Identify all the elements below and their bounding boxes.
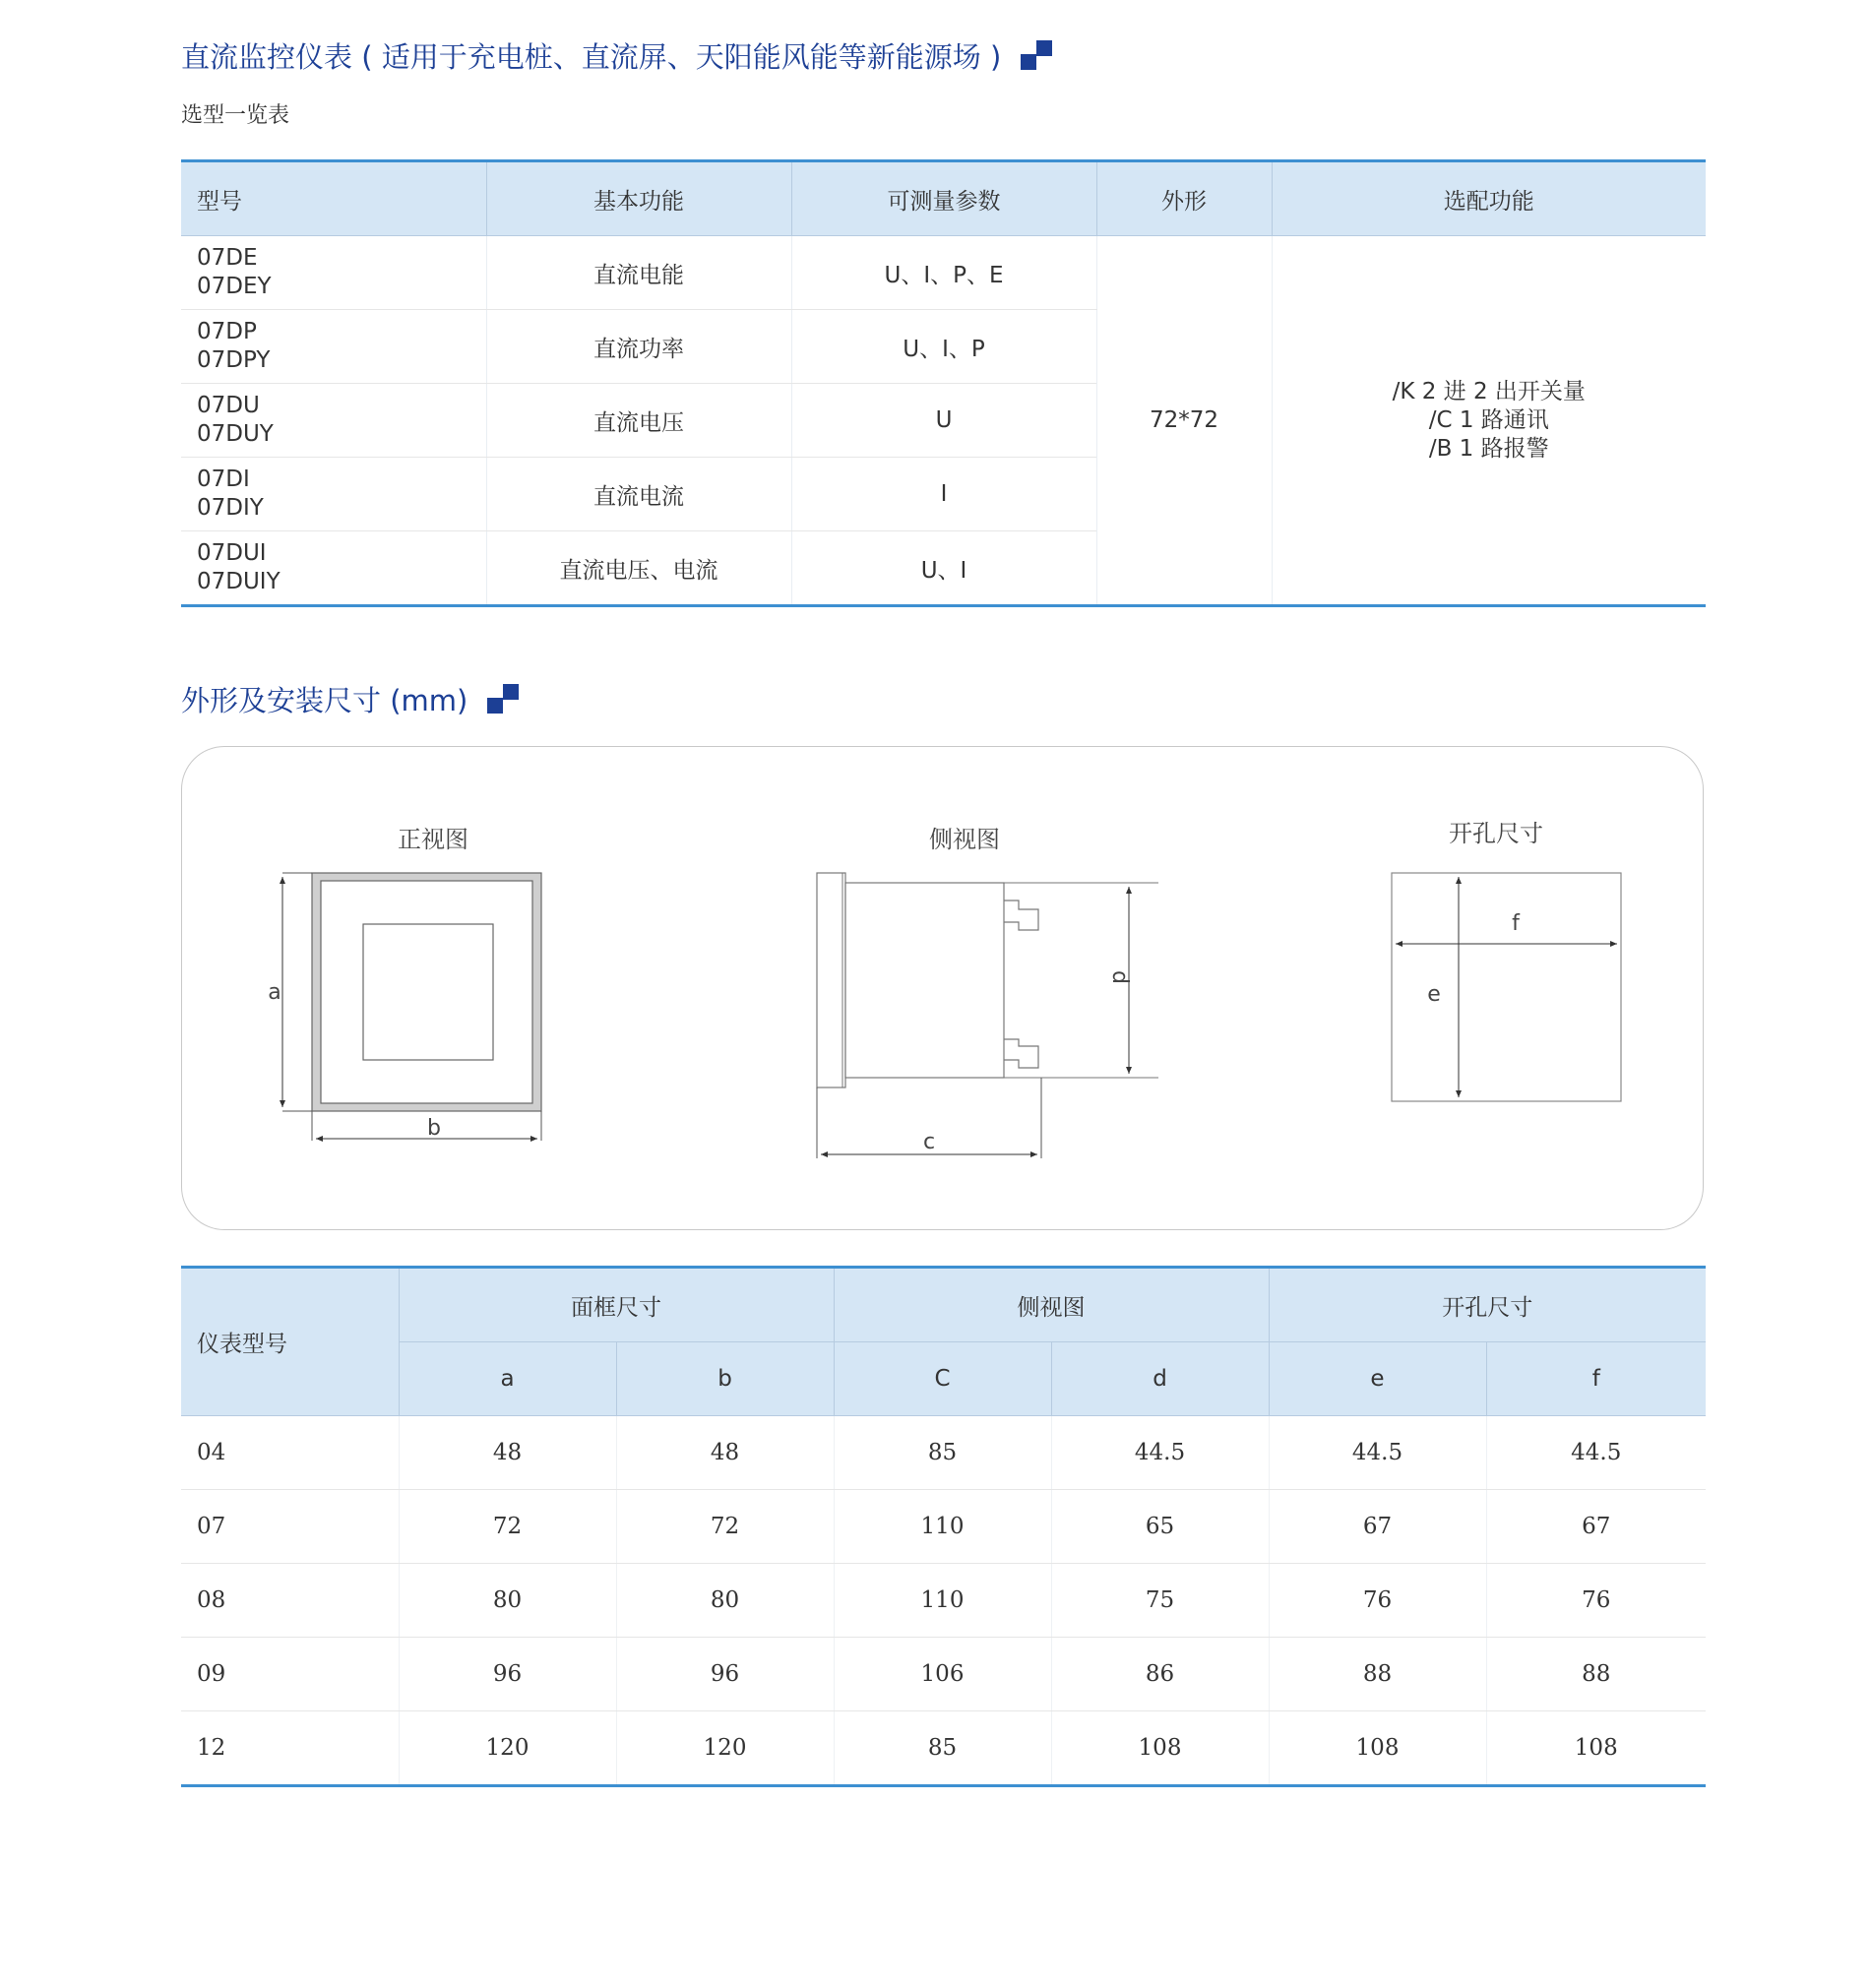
subheader-e: e (1269, 1342, 1486, 1416)
value-cell: 85 (834, 1416, 1051, 1490)
options-cell (1272, 236, 1706, 606)
model-cell: 12 (181, 1711, 399, 1786)
header-meter-model: 仪表型号 (181, 1268, 399, 1416)
value-cell: 48 (399, 1416, 616, 1490)
front-view-title: 正视图 (398, 826, 468, 853)
header-model: 型号 (181, 161, 486, 236)
model-code: 07DUY (197, 421, 274, 447)
value-cell: 44.5 (1486, 1416, 1706, 1490)
value-cell: 86 (1051, 1638, 1269, 1711)
table-row (181, 236, 1706, 310)
section-title-text: 外形及安装尺寸 (mm) (181, 684, 468, 717)
front-view-drawing (282, 873, 541, 1141)
value-cell: 85 (834, 1711, 1051, 1786)
dimension-label-b: b (427, 1116, 441, 1141)
section-title-text: 直流监控仪表 ( 适用于充电桩、直流屏、天阳能风能等新能源场 ) (181, 40, 1002, 74)
dimension-label-e: e (1427, 982, 1441, 1007)
value-cell: 80 (399, 1564, 616, 1638)
header-params: 可测量参数 (791, 161, 1096, 236)
value-cell: 44.5 (1269, 1416, 1486, 1490)
value-cell: 44.5 (1051, 1416, 1269, 1490)
header-frame-size: 面框尺寸 (399, 1268, 834, 1342)
header-side-view: 侧视图 (834, 1268, 1269, 1342)
side-view-drawing (817, 873, 1158, 1158)
value-cell: 96 (616, 1638, 834, 1711)
dimension-drawings (182, 747, 1704, 1230)
option-item: /C 1 路通讯 (1428, 406, 1549, 433)
header-cutout-size: 开孔尺寸 (1269, 1268, 1706, 1342)
value-cell: 88 (1269, 1638, 1486, 1711)
option-item: /B 1 路报警 (1428, 435, 1549, 462)
side-view-title: 侧视图 (929, 826, 1000, 853)
shape-cell: 72*72 (1096, 236, 1272, 606)
value-cell: 120 (399, 1711, 616, 1786)
subheader-c: C (834, 1342, 1051, 1416)
value-cell: 72 (616, 1490, 834, 1564)
subheader-b: b (616, 1342, 834, 1416)
dimension-drawing-panel (181, 746, 1704, 1230)
table-row (181, 1711, 1706, 1786)
model-code: 07DPY (197, 347, 271, 373)
selection-table (181, 159, 1706, 607)
value-cell: 88 (1486, 1638, 1706, 1711)
table-row (181, 1416, 1706, 1490)
value-cell: 108 (1269, 1711, 1486, 1786)
model-cell (181, 384, 486, 458)
dimension-label-c: c (922, 1130, 936, 1154)
params-cell: U、I、P (791, 310, 1096, 384)
dimension-table (181, 1266, 1706, 1787)
value-cell: 110 (834, 1490, 1051, 1564)
model-code: 07DE (197, 245, 258, 271)
dimension-subheader-row (181, 1342, 1706, 1416)
value-cell: 106 (834, 1638, 1051, 1711)
value-cell: 67 (1269, 1490, 1486, 1564)
model-code: 07DUIY (197, 569, 280, 594)
subheader-a: a (399, 1342, 616, 1416)
section-title-dimensions (181, 679, 519, 719)
subheader-d: d (1051, 1342, 1269, 1416)
value-cell: 96 (399, 1638, 616, 1711)
function-cell: 直流电流 (486, 458, 791, 531)
value-cell: 67 (1486, 1490, 1706, 1564)
selection-header-row (181, 161, 1706, 236)
model-code: 07DP (197, 319, 257, 344)
subheader-f: f (1486, 1342, 1706, 1416)
selection-subtitle: 选型一览表 (181, 103, 290, 128)
table-row (181, 1490, 1706, 1564)
params-cell: U、I、P、E (791, 236, 1096, 310)
model-cell: 09 (181, 1638, 399, 1711)
value-cell: 76 (1486, 1564, 1706, 1638)
model-code: 07DI (197, 466, 250, 492)
model-cell: 04 (181, 1416, 399, 1490)
model-cell (181, 531, 486, 606)
value-cell: 120 (616, 1711, 834, 1786)
header-shape: 外形 (1096, 161, 1272, 236)
value-cell: 110 (834, 1564, 1051, 1638)
value-cell: 48 (616, 1416, 834, 1490)
value-cell: 65 (1051, 1490, 1269, 1564)
model-cell (181, 310, 486, 384)
dimension-label-d: d (1107, 970, 1132, 984)
params-cell: I (791, 458, 1096, 531)
cutout-drawing (1392, 873, 1621, 1101)
header-options: 选配功能 (1272, 161, 1706, 236)
params-cell: U (791, 384, 1096, 458)
dimension-label-a: a (268, 980, 281, 1005)
table-row (181, 1638, 1706, 1711)
dimension-header-row (181, 1268, 1706, 1342)
function-cell: 直流电压 (486, 384, 791, 458)
value-cell: 76 (1269, 1564, 1486, 1638)
header-function: 基本功能 (486, 161, 791, 236)
model-code: 07DEY (197, 274, 272, 299)
function-cell: 直流电压、电流 (486, 531, 791, 606)
model-cell (181, 236, 486, 310)
value-cell: 72 (399, 1490, 616, 1564)
model-cell (181, 458, 486, 531)
model-cell: 07 (181, 1490, 399, 1564)
function-cell: 直流电能 (486, 236, 791, 310)
model-code: 07DIY (197, 495, 264, 521)
value-cell: 75 (1051, 1564, 1269, 1638)
dimension-label-f: f (1512, 911, 1520, 936)
cutout-title: 开孔尺寸 (1449, 820, 1543, 847)
value-cell: 108 (1486, 1711, 1706, 1786)
function-cell: 直流功率 (486, 310, 791, 384)
section-title-dc-meters (181, 35, 1052, 76)
title-square-icon (487, 684, 519, 715)
table-row (181, 1564, 1706, 1638)
model-code: 07DUI (197, 540, 267, 566)
value-cell: 108 (1051, 1711, 1269, 1786)
params-cell: U、I (791, 531, 1096, 606)
model-cell: 08 (181, 1564, 399, 1638)
title-square-icon (1021, 40, 1052, 72)
model-code: 07DU (197, 393, 260, 418)
value-cell: 80 (616, 1564, 834, 1638)
option-item: /K 2 进 2 出开关量 (1392, 378, 1586, 404)
